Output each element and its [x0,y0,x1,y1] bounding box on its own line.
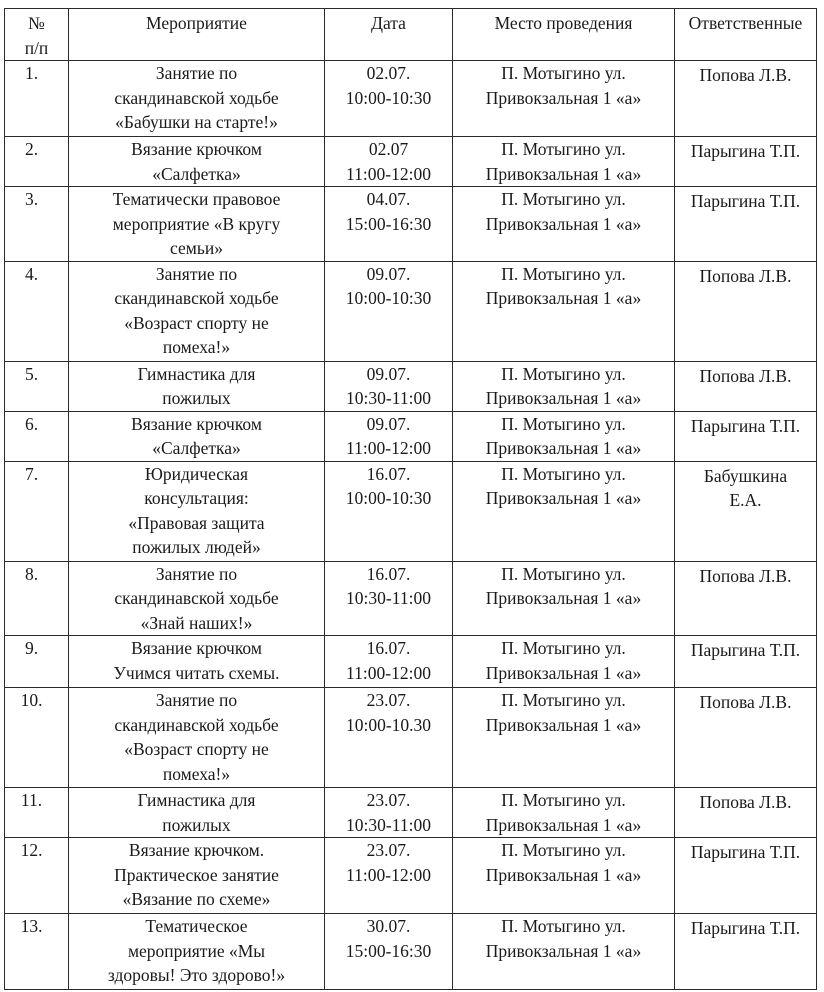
row-number: 11. [5,788,69,838]
row-number: 9. [5,636,69,688]
schedule-document [4,8,816,990]
event-name: Тематически правовое мероприятие «В кругу семьи» [69,187,325,262]
event-name: Занятие по скандинавской ходьбе «Бабушки на старте!» [69,61,325,137]
table-row [5,461,817,561]
event-responsible: Попова Л.В. [675,361,817,411]
event-date: 23.07. 11:00-12:00 [325,838,453,914]
event-responsible: Попова Л.В. [675,261,817,361]
event-place: П. Мотыгино ул. Привокзальная 1 «а» [453,636,675,688]
row-number: 3. [5,187,69,262]
event-place: П. Мотыгино ул. Привокзальная 1 «а» [453,688,675,788]
event-name: Вязание крючком Учимся читать схемы. [69,636,325,688]
event-responsible: Попова Л.В. [675,688,817,788]
row-number: 7. [5,461,69,561]
table-row [5,61,817,137]
event-place: П. Мотыгино ул. Привокзальная 1 «а» [453,914,675,990]
table-row [5,788,817,838]
table-row [5,914,817,990]
header-place: Место проведения [453,9,675,61]
row-number: 12. [5,838,69,914]
row-number: 13. [5,914,69,990]
event-place: П. Мотыгино ул. Привокзальная 1 «а» [453,361,675,411]
row-number: 10. [5,688,69,788]
row-number: 4. [5,261,69,361]
event-date: 09.07. 10:00-10:30 [325,261,453,361]
event-responsible: Попова Л.В. [675,788,817,838]
event-place: П. Мотыгино ул. Привокзальная 1 «а» [453,187,675,262]
table-header-row [5,9,817,61]
event-name: Вязание крючком «Салфетка» [69,137,325,187]
event-place: П. Мотыгино ул. Привокзальная 1 «а» [453,137,675,187]
table-row [5,636,817,688]
event-place: П. Мотыгино ул. Привокзальная 1 «а» [453,788,675,838]
event-date: 09.07. 11:00-12:00 [325,411,453,461]
event-name: Юридическая консультация: «Правовая защита пожилых людей» [69,461,325,561]
header-date: Дата [325,9,453,61]
event-date: 23.07. 10:00-10.30 [325,688,453,788]
header-number: № п/п [5,9,69,61]
event-responsible: Парыгина Т.П. [675,838,817,914]
event-date: 16.07. 10:30-11:00 [325,561,453,636]
event-date: 16.07. 11:00-12:00 [325,636,453,688]
table-row [5,561,817,636]
table-row [5,261,817,361]
event-date: 02.07 11:00-12:00 [325,137,453,187]
row-number: 6. [5,411,69,461]
table-row [5,137,817,187]
event-date: 09.07. 10:30-11:00 [325,361,453,411]
event-name: Тематическое мероприятие «Мы здоровы! Это здорово!» [69,914,325,990]
event-place: П. Мотыгино ул. Привокзальная 1 «а» [453,561,675,636]
event-responsible: Парыгина Т.П. [675,636,817,688]
event-date: 23.07. 10:30-11:00 [325,788,453,838]
event-name: Занятие по скандинавской ходьбе «Возраст спорту не помеха!» [69,261,325,361]
event-name: Занятие по скандинавской ходьбе «Знай наших!» [69,561,325,636]
event-responsible: Бабушкина Е.А. [675,461,817,561]
event-date: 16.07. 10:00-10:30 [325,461,453,561]
row-number: 2. [5,137,69,187]
row-number: 5. [5,361,69,411]
event-responsible: Попова Л.В. [675,561,817,636]
event-name: Вязание крючком. Практическое занятие «Вязание по схеме» [69,838,325,914]
event-name: Занятие по скандинавской ходьбе «Возраст спорту не помеха!» [69,688,325,788]
event-place: П. Мотыгино ул. Привокзальная 1 «а» [453,261,675,361]
event-responsible: Парыгина Т.П. [675,914,817,990]
header-event: Мероприятие [69,9,325,61]
table-row [5,688,817,788]
events-table [4,8,817,990]
header-responsible: Ответственные [675,9,817,61]
event-date: 30.07. 15:00-16:30 [325,914,453,990]
event-name: Вязание крючком «Салфетка» [69,411,325,461]
event-name: Гимнастика для пожилых [69,788,325,838]
event-date: 02.07. 10:00-10:30 [325,61,453,137]
event-place: П. Мотыгино ул. Привокзальная 1 «а» [453,461,675,561]
table-row [5,838,817,914]
event-responsible: Попова Л.В. [675,61,817,137]
event-responsible: Парыгина Т.П. [675,137,817,187]
table-row [5,187,817,262]
event-place: П. Мотыгино ул. Привокзальная 1 «а» [453,838,675,914]
event-name: Гимнастика для пожилых [69,361,325,411]
event-responsible: Парыгина Т.П. [675,411,817,461]
table-row [5,411,817,461]
event-place: П. Мотыгино ул. Привокзальная 1 «а» [453,411,675,461]
row-number: 8. [5,561,69,636]
event-place: П. Мотыгино ул. Привокзальная 1 «а» [453,61,675,137]
event-date: 04.07. 15:00-16:30 [325,187,453,262]
table-row [5,361,817,411]
row-number: 1. [5,61,69,137]
event-responsible: Парыгина Т.П. [675,187,817,262]
